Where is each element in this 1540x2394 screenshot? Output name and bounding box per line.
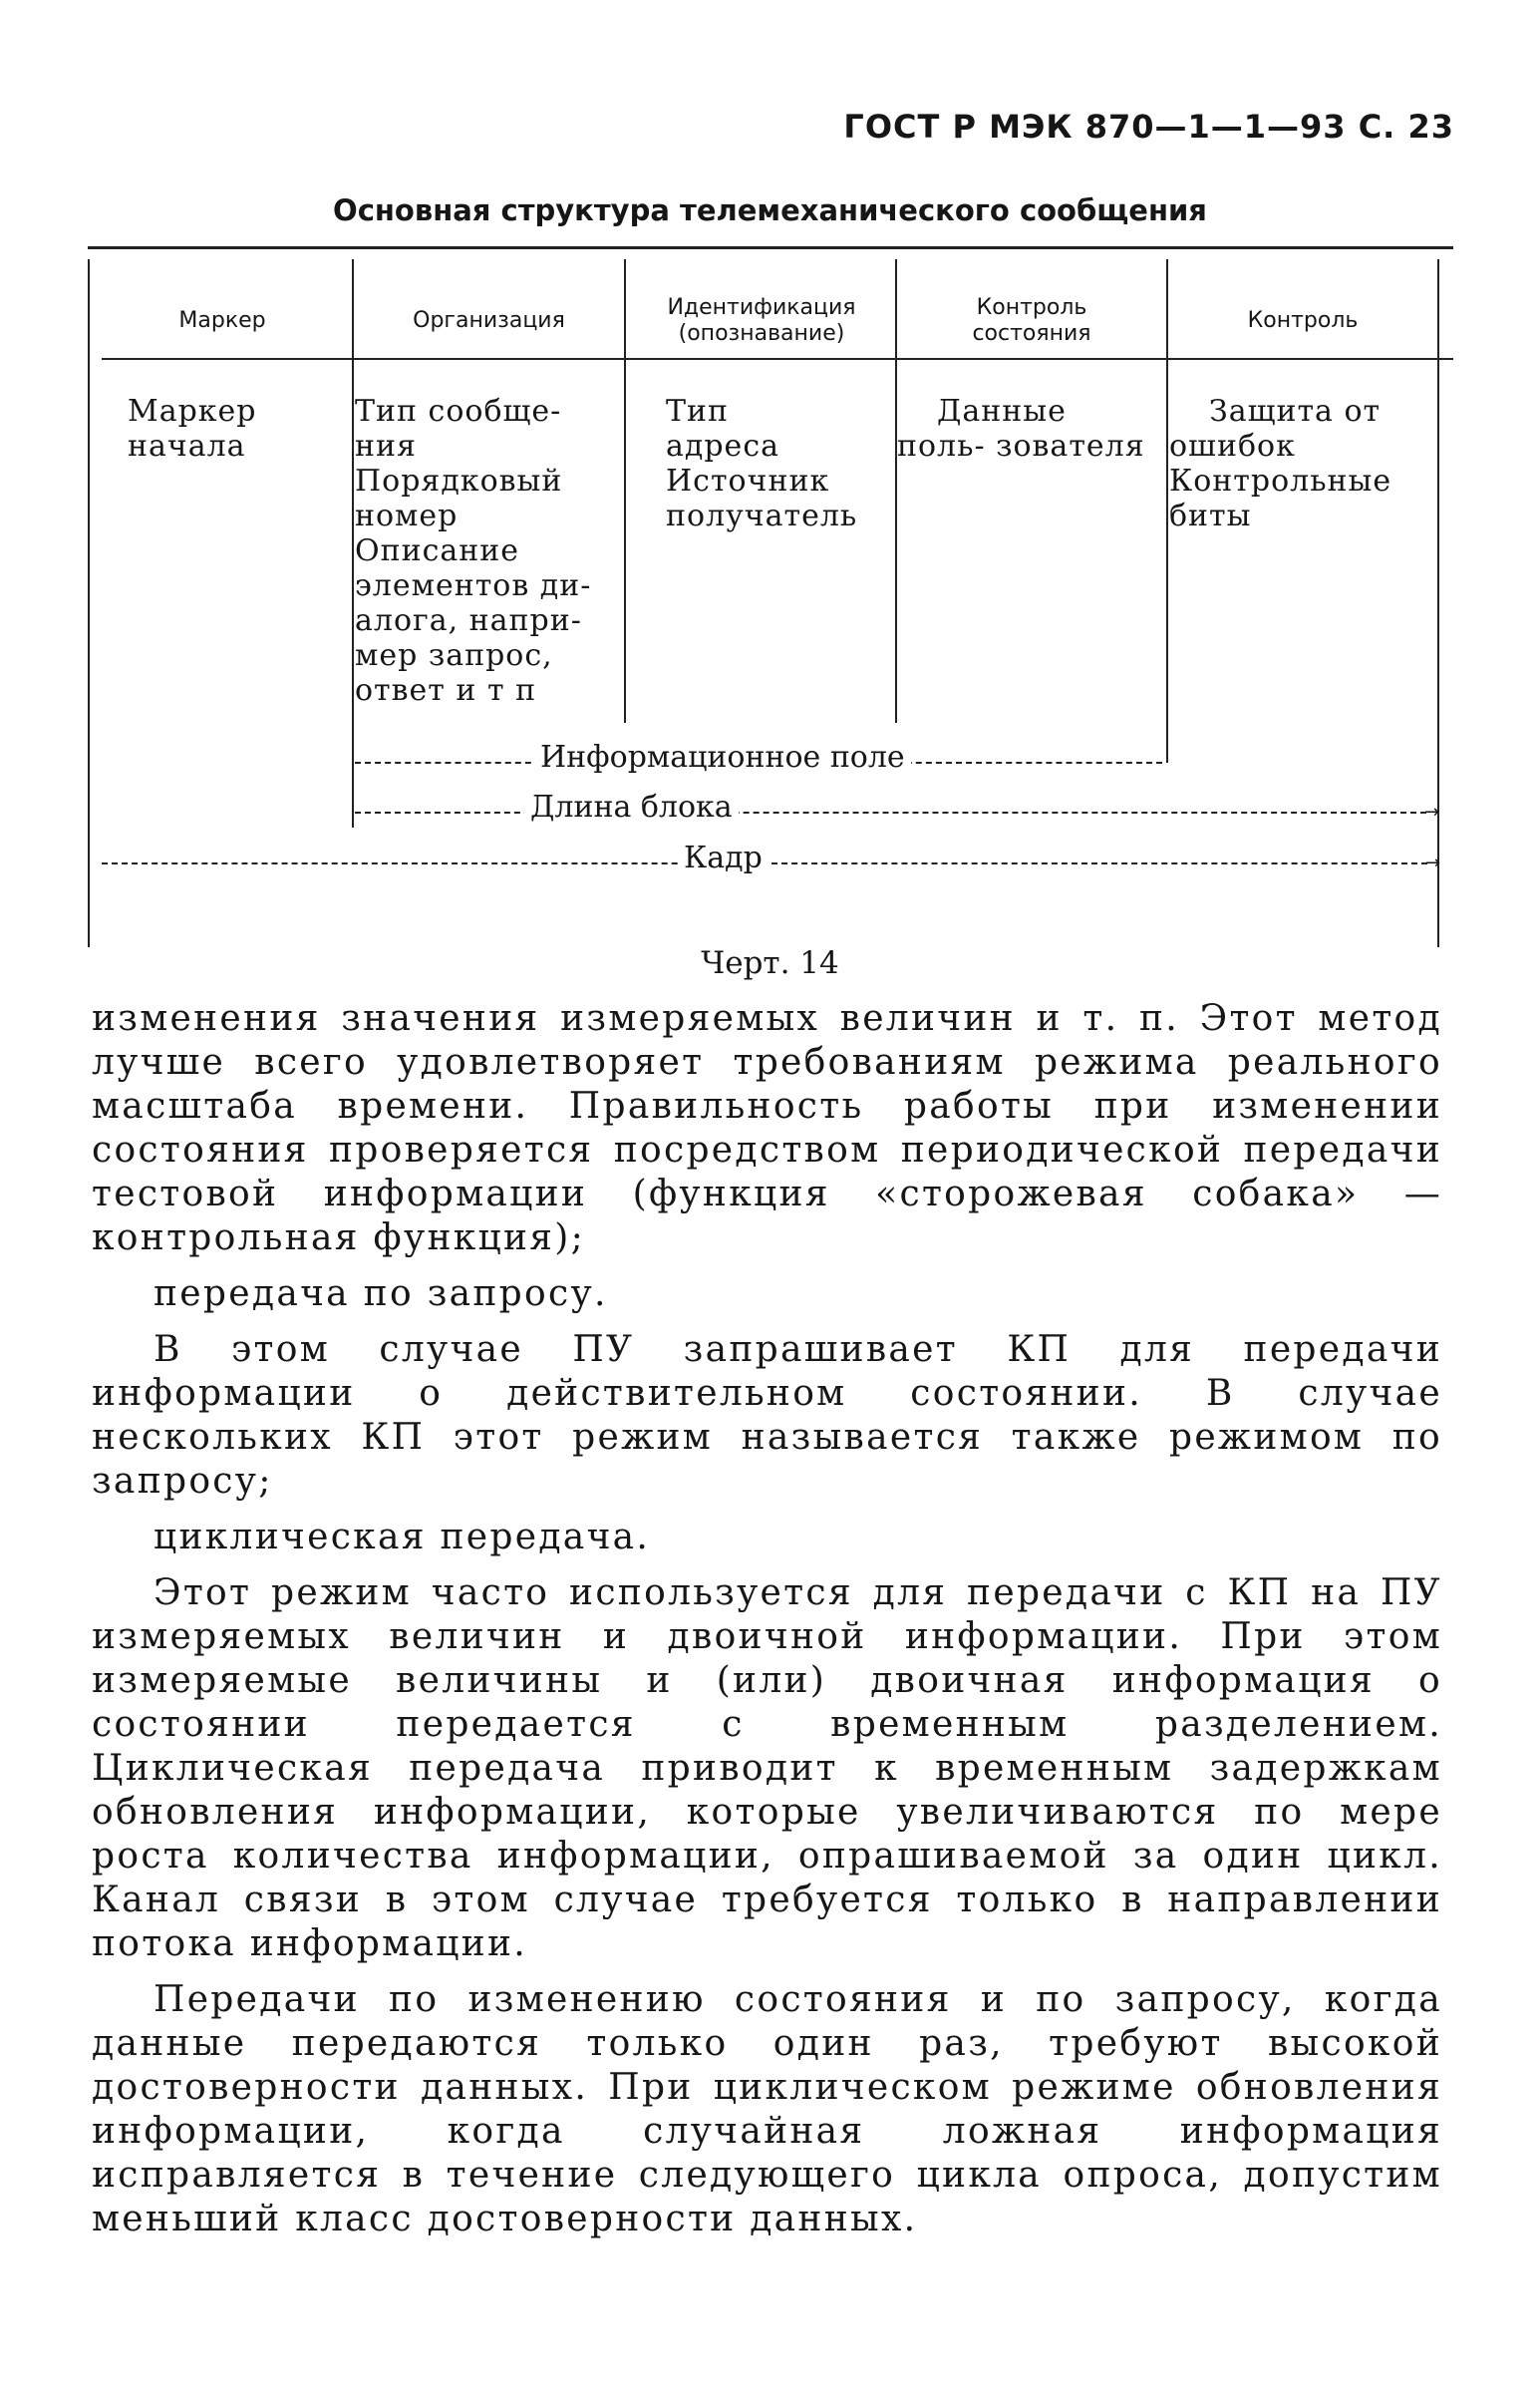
span-block-arrow-icon: →: [1424, 802, 1440, 823]
cell-identification-text: Тип адреса Источник получатель: [666, 394, 858, 533]
divider-4: [1166, 259, 1168, 763]
span-block-dash: [355, 812, 1426, 814]
cell-organization: [355, 394, 594, 708]
paragraph-4: циклическая передача.: [154, 1517, 651, 1557]
figure-caption: Черт. 14: [701, 945, 839, 981]
paragraph-1: изменения значения измеряемых величин и т. п. Этот метод лучше всего удовлетворяет требованиям режима реального масштаба времени. Правильность работы при изменении состояния проверяется посредством периодической передачи тестовой информации (функция «сторожевая собака» — контрольная функция);: [92, 998, 1442, 1258]
divider-3: [895, 259, 897, 723]
frame-right-line: [1437, 259, 1439, 947]
cell-organization-text: Тип сообще- ния Порядковый номер Описание элементов ди- алога, напри- мер запрос, ответ и т п: [355, 394, 592, 708]
col-header-organization: Организация: [413, 308, 565, 333]
cell-status-control-text: Данные поль- зователя: [897, 394, 1145, 464]
col-header-marker: Маркер: [178, 308, 266, 333]
paragraph-5: Этот режим часто используется для передачи с КП на ПУ измеряемых величин и двоичной информации. При этом измеряемые величины и (или) двоичная информация о состоянии передается с временным разделением. Циклическая передача приводит к временным задержкам обновления информации, которые увеличиваются по мере роста количества информации, опрашиваемой за один цикл. Канал связи в этом случае требуется только в направлении потока информации.: [92, 1572, 1442, 1964]
col-header-control: Контроль: [1247, 308, 1359, 333]
col-header-identification: Идентификация (опознавание): [667, 295, 856, 346]
header-rule: [102, 358, 1453, 360]
paragraph-2: передача по запросу.: [154, 1273, 608, 1314]
cell-marker-text: Маркер начала: [128, 394, 257, 464]
cell-identification: [626, 394, 865, 533]
cell-status-control: [897, 394, 1156, 464]
span-frame-label: Кадр: [678, 841, 769, 875]
paragraph-6: Передачи по изменению состояния и по запросу, когда данные передаются только один раз, требуют высокой достоверности данных. При циклическом режиме обновления информации, когда случайная ложная информация исправляется в течение следующего цикла опроса, допустим меньший класс достоверности данных.: [92, 1979, 1442, 2239]
message-structure-diagram: [88, 246, 1453, 949]
divider-1: [352, 259, 354, 828]
body-text: [92, 997, 1442, 2253]
span-info-label: Информационное поле: [534, 740, 911, 775]
paragraph-3: В этом случае ПУ запрашивает КП для передачи информации о действительном состоянии. В случае нескольких КП этот режим называется также режимом по запросу;: [92, 1329, 1442, 1502]
cell-marker: [98, 394, 367, 464]
top-rule: [88, 246, 1453, 249]
figure-title: Основная структура телемеханического сообщения: [333, 193, 1207, 227]
col-header-status-control: Контроль состояния: [972, 295, 1091, 346]
cell-control: [1169, 394, 1428, 533]
span-frame-arrow-icon: →: [1425, 853, 1441, 873]
span-block-label: Длина блока: [524, 790, 739, 825]
cell-control-text: Защита от ошибок Контрольные биты: [1169, 394, 1392, 533]
running-head: ГОСТ Р МЭК 870—1—1—93 С. 23: [843, 108, 1454, 146]
frame-left-line: [88, 259, 90, 947]
